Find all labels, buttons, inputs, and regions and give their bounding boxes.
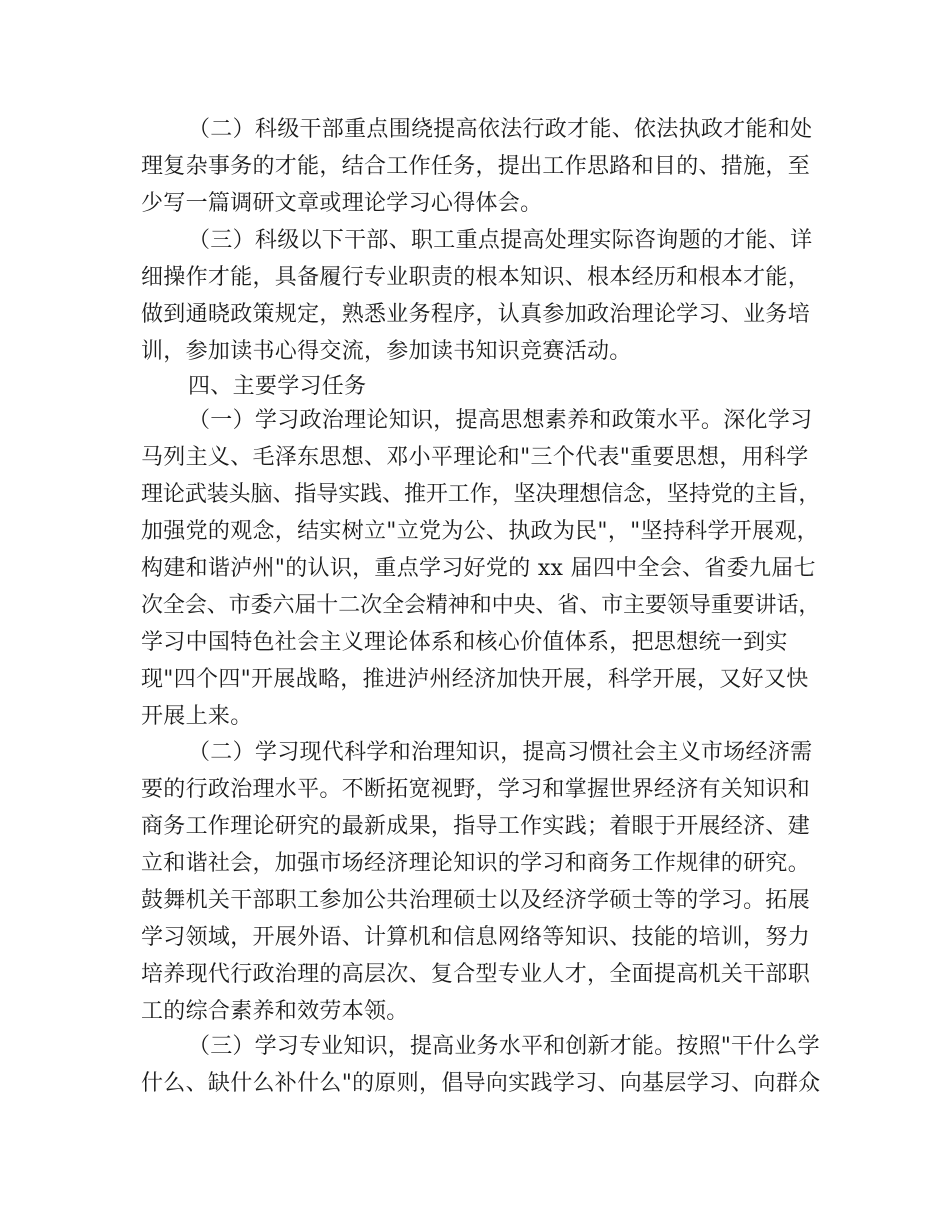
text-line: 立和谐社会，加强市场经济理论知识的学习和商务工作规律的研究。 [141, 851, 811, 876]
text-line: （三）科级以下干部、职工重点提高处理实际咨询题的才能、详 [188, 228, 813, 253]
text-line: 商务工作理论研究的最新成果，指导工作实践；着眼于开展经济、建 [141, 814, 811, 839]
text-line: 理复杂事务的才能，结合工作任务，提出工作思路和目的、措施，至 [141, 154, 811, 179]
text-line: 开展上来。 [141, 704, 253, 729]
text-line: 工的综合素养和效劳本领。 [141, 999, 409, 1024]
text-line: （二）科级干部重点围绕提高依法行政才能、依法执政才能和处 [188, 117, 813, 142]
text-line: （二）学习现代科学和治理知识，提高习惯社会主义市场经济需 [188, 740, 813, 765]
text-line: 现"四个四"开展战略，推进泸州经济加快开展，科学开展，又好又快 [141, 667, 809, 692]
text-line: 少写一篇调研文章或理论学习心得体会。 [141, 191, 543, 216]
text-line: 加强党的观念，结实树立"立党为公、执政为民"，"坚持科学开展观， [141, 519, 819, 544]
text-line: 学习中国特色社会主义理论体系和核心价值体系，把思想统一到实 [141, 630, 788, 655]
text-line: 鼓舞机关干部职工参加公共治理硕士以及经济学硕士等的学习。拓展 [141, 888, 811, 913]
text-line: 理论武装头脑、指导实践、推开工作，坚决理想信念，坚持党的主旨， [141, 482, 821, 507]
text-line: 训，参加读书心得交流，参加读书知识竞赛活动。 [141, 339, 632, 364]
text-line: 要的行政治理水平。不断拓宽视野，学习和掌握世界经济有关知识和 [141, 777, 811, 802]
text-line: 做到通晓政策规定，熟悉业务程序，认真参加政治理论学习、业务培 [141, 302, 811, 327]
text-line: （一）学习政治理论知识，提高思想素养和政策水平。深化学习 [188, 408, 813, 433]
text-line: 细操作才能，具备履行专业职责的根本知识、根本经历和根本才能， [141, 265, 811, 290]
text-line: 培养现代行政治理的高层次、复合型专业人才，全面提高机关干部职 [141, 962, 811, 987]
text-line: 次全会、市委六届十二次全会精神和中央、省、市主要领导重要讲话， [141, 593, 821, 618]
text-line: 马列主义、毛泽东思想、邓小平理论和"三个代表"重要思想，用科学 [141, 445, 809, 470]
text-line: 什么、缺什么补什么"的原则，倡导向实践学习、向基层学习、向群众 [141, 1071, 821, 1096]
text-line: 构建和谐泸州"的认识，重点学习好党的 xx 届四中全会、省委九届七 [141, 556, 816, 581]
text-line: 学习领域，开展外语、计算机和信息网络等知识、技能的培训，努力 [141, 925, 811, 950]
section-heading: 四、主要学习任务 [188, 374, 367, 399]
text-line: （三）学习专业知识，提高业务水平和创新才能。按照"干什么学 [188, 1034, 820, 1059]
